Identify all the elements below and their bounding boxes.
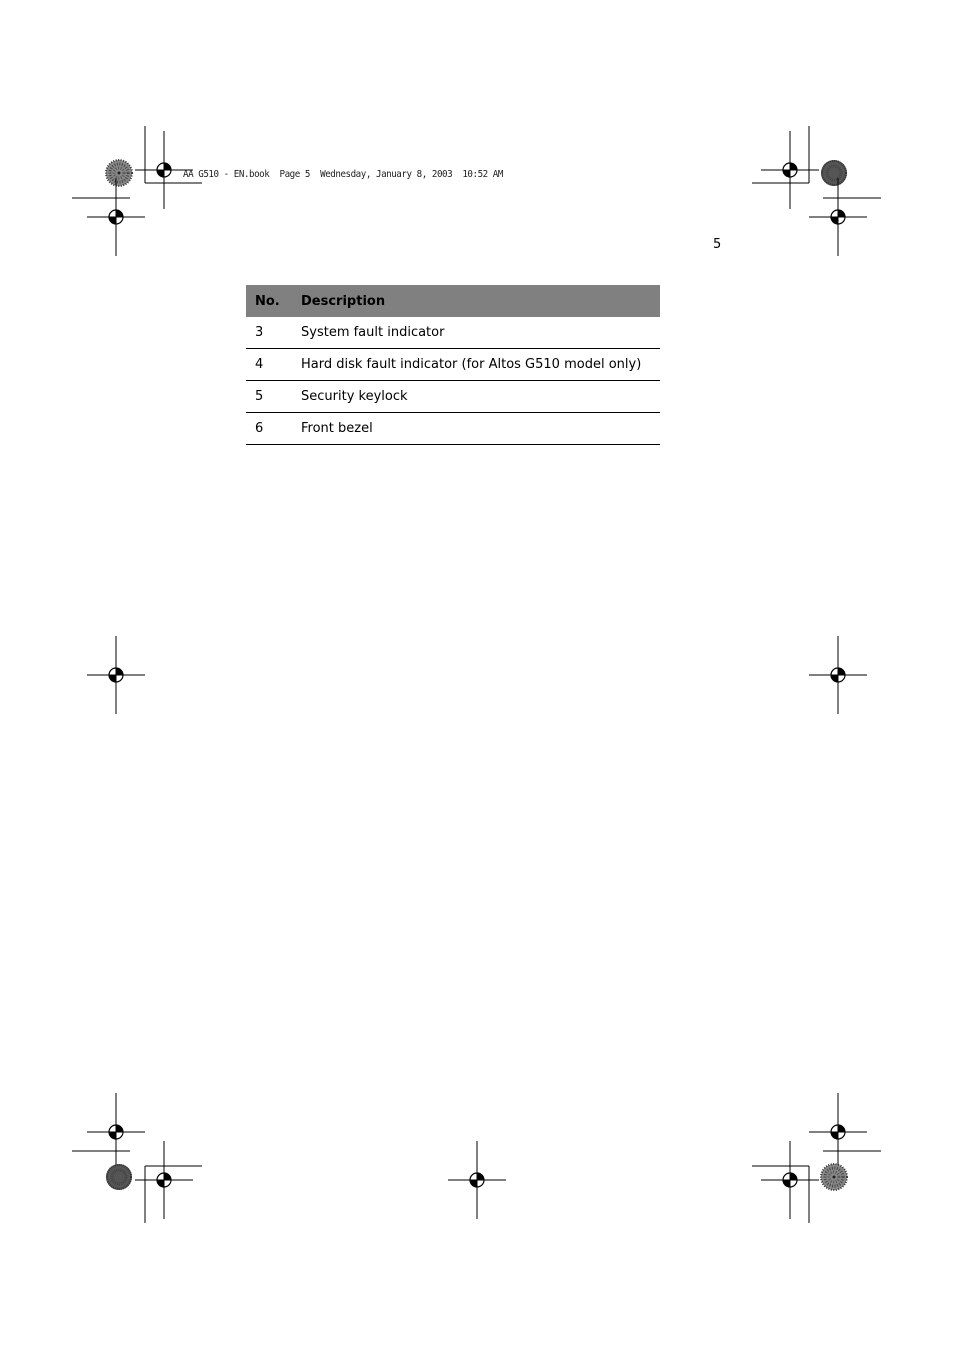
- column-header-description: Description: [301, 285, 660, 317]
- row-description: System fault indicator: [301, 317, 660, 349]
- row-number: 4: [246, 349, 301, 381]
- table-row: [246, 317, 660, 349]
- color-bar-mark: [106, 160, 132, 186]
- slug-line: AA G510 - EN.book Page 5 Wednesday, January 8, 2003 10:52 AM: [183, 169, 503, 180]
- table-header-row: [246, 285, 660, 317]
- table-row: [246, 349, 660, 381]
- column-header-no: No.: [246, 285, 301, 317]
- row-description: Front bezel: [301, 413, 660, 445]
- row-description: Security keylock: [301, 381, 660, 413]
- row-number: 3: [246, 317, 301, 349]
- row-number: 6: [246, 413, 301, 445]
- table-row: [246, 381, 660, 413]
- page-number: 5: [713, 237, 722, 252]
- row-number: 5: [246, 381, 301, 413]
- row-description: Hard disk fault indicator (for Altos G510 model only): [301, 349, 660, 381]
- table-row: [246, 413, 660, 445]
- description-table: [246, 285, 660, 445]
